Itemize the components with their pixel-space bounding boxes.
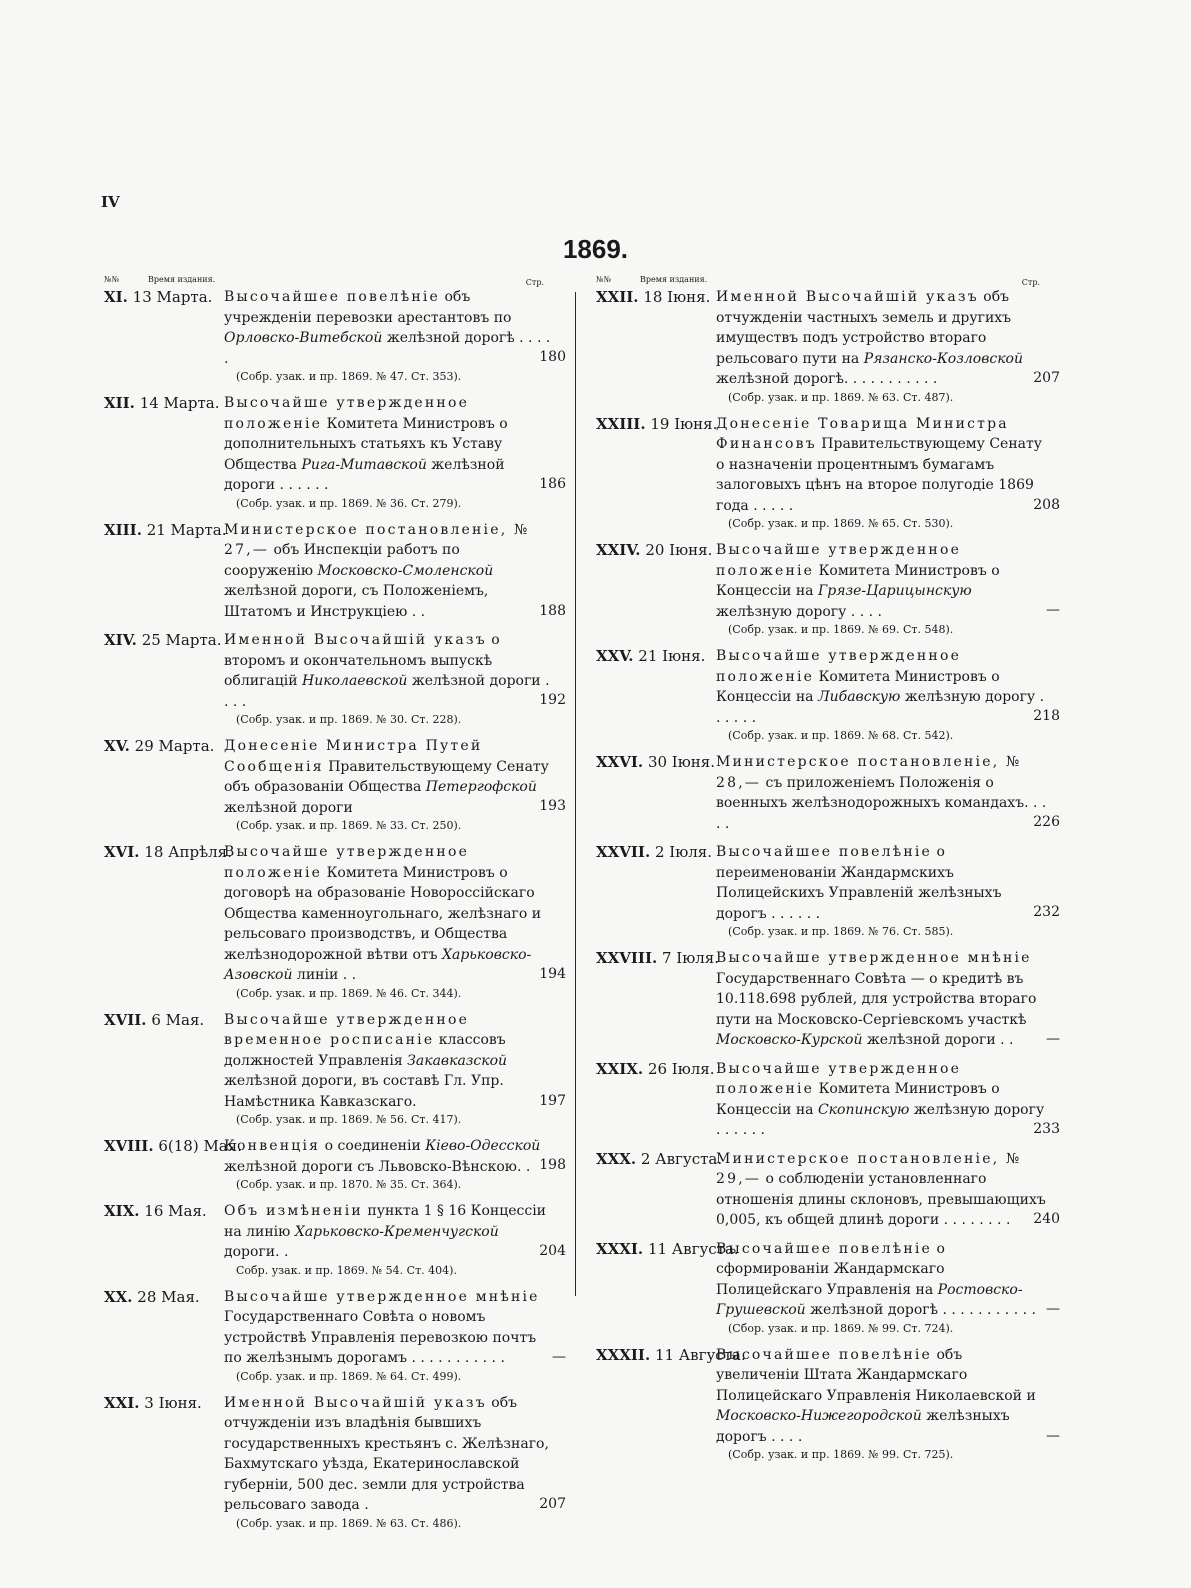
header-date: Время издания. [148,275,216,284]
entry-source: (Собр. узак. и пр. 1869. № 36. Ст. 279). [236,496,462,510]
entry-source: (Собр. узак. и пр. 1870. № 35. Ст. 364). [236,1178,462,1191]
entry-head [104,736,222,757]
list-item [104,520,566,623]
header-num: №№ [104,275,120,284]
entry-lead: Высочайше утвержденное положеніе [224,844,470,881]
entry-body: о переименованіи Жандармскихъ Полицейскихъ Управленій желѣзныхъ дорогъ [716,844,1002,922]
entry-date: 19 Іюня. [650,414,718,433]
entry-tail: желѣзной дороги . . . . . . [224,456,505,493]
entry-head [104,287,222,308]
entry-text [716,752,1048,834]
entry-tail: желѣзной дороги . . [866,1032,1014,1048]
entry-page: 233 [1033,1120,1060,1137]
entry-source: (Собр. узак. и пр. 1869. № 47. Ст. 353). [236,370,462,383]
entry-page: — [1046,1300,1060,1317]
entry-head [596,1149,723,1170]
entry-date: 28 Мая. [137,1287,200,1306]
entry-tail: желѣзную дорогу . . . . . . [716,689,1045,726]
entry-source: Собр. узак. и пр. 1869. № 54. Ст. 404). [236,1263,457,1277]
entry-source: (Собр. узак. и пр. 1869. № 63. Ст. 486). [236,1516,462,1530]
entry-head [596,540,714,561]
entry-lead: Высочайшее повелѣніе [716,1346,933,1363]
entry-text [224,1136,552,1177]
entry-date: 7 Іюля. [661,949,720,967]
entry-page: 193 [539,798,566,814]
entry-date: 14 Марта. [139,394,220,412]
entry-tail: . [364,1497,369,1513]
entry-text [224,393,552,496]
entry-tail: дороги. . [224,1244,289,1260]
entry-date: 21 Марта. [146,520,227,539]
entry-text [716,1239,1048,1321]
entry-body: о второмъ и окончательномъ выпускѣ облигацій [224,632,500,689]
entry-tail: . . . . . [753,497,794,514]
entry-body: Государственнаго Совѣта о новомъ устройствѣ Управленія перевозкою почтъ по желѣзнымъ дорогамъ [224,1309,537,1366]
entry-number: XXV. [596,647,634,665]
entry-page: 207 [539,1495,566,1512]
entry-number: XXVII. [596,843,651,861]
entry-source: (Собр. узак. и пр. 1869. № 56. Ст. 417). [236,1113,462,1126]
entry-page: 180 [539,349,566,365]
entry-tail: желѣзной дороги съ Львовско-Вѣнскою. . [224,1158,531,1175]
entry-body: пункта 1 § 16 Концессіи на линію [224,1203,547,1240]
entry-head [596,948,720,969]
entry-railway: Московско-Нижегородской [716,1408,922,1424]
header-page: Стр. [525,278,544,287]
header-num: №№ [596,275,612,284]
entry-body: о соблюденіи установленнаго отношенія длины склоновъ, превышающихъ 0,005, къ общей длинѣ дороги [716,1171,1046,1228]
header-date: Время издания. [640,275,708,284]
entry-body: классовъ должностей Управленія [224,1032,506,1069]
entry-text [224,287,552,369]
entry-text [716,540,1048,622]
entry-page: 240 [1033,1210,1060,1227]
entry-page: 207 [1033,370,1060,386]
header-page: Стр. [1021,278,1040,287]
entry-head [596,1239,739,1260]
entry-number: XIV. [104,631,137,649]
entry-text [716,842,1048,924]
entry-head [104,393,222,414]
list-item [104,630,566,728]
column-divider [575,292,576,1296]
entry-date: 30 Іюня. [647,753,716,771]
entry-number: XVIII. [104,1137,154,1155]
entry-railway: Орловско-Витебской [224,330,383,346]
list-item [596,1149,1060,1231]
entry-source: (Собр. узак. и пр. 1869. № 64. Ст. 499). [236,1369,462,1383]
list-item [104,1201,566,1279]
entry-text [224,1287,552,1369]
entry-source: (Собр. узак. и пр. 1869. № 46. Ст. 344). [236,986,462,1000]
entry-tail: желѣзной дорогѣ. . . . . . . . . . . [716,371,938,387]
entry-body: Комитета Министровъ о договорѣ на образованіе Новороссійскаго Общества каменноугольнаго, желѣзнаго и рельсоваго производствъ, и Общества желѣзнодорожной вѣтви отъ [224,864,542,963]
entry-page: 186 [539,476,566,492]
list-item [596,1345,1060,1464]
entry-number: XXIX. [596,1059,644,1078]
entry-tail: . . . . . . . . [943,1212,1011,1228]
entry-head [104,842,232,863]
entry-railway: Рига-Митавской [301,456,427,473]
entry-number: XIX. [104,1202,140,1220]
entry-tail: . . . . . . [771,905,821,922]
entry-head [596,287,714,308]
list-item [104,393,566,512]
list-item [104,287,566,385]
entry-source: (Собр. узак. и пр. 1869. № 99. Ст. 725). [728,1448,954,1461]
entry-number: XV. [104,737,130,755]
entry-source: (Сбор. узак. и пр. 1869. № 99. Ст. 724). [728,1321,954,1335]
entry-railway: Скопинскую [817,1101,910,1118]
entry-source: (Собр. узак. и пр. 1869. № 63. Ст. 487). [728,390,954,404]
page-title: 1869. [562,234,629,264]
entry-source: (Собр. узак. и пр. 1869. № 76. Ст. 585). [728,925,954,938]
entry-number: XXVI. [596,753,644,771]
page-number: IV [101,193,120,211]
entry-head [104,1136,242,1157]
list-item [104,1010,566,1129]
entry-source: (Собр. узак. и пр. 1869. № 68. Ст. 542). [728,729,954,742]
entry-date: 29 Марта. [134,737,215,755]
entry-date: 3 Іюня. [144,1393,202,1412]
entry-number: XXXI. [596,1239,644,1258]
entry-lead: Высочайше утвержденное положеніе [716,648,962,685]
entry-text [224,520,552,623]
column-header [104,273,556,287]
entry-railway: Грязе-Царицынскую [817,583,972,599]
list-item [104,842,566,1002]
entry-text [224,1010,552,1113]
entry-head [104,1287,222,1308]
entry-lead: Конвенція [224,1138,321,1154]
entry-lead: Министерское постановленіе, № 29,— [716,1150,1022,1187]
entry-source: (Собр. узак. и пр. 1869. № 30. Ст. 228). [236,713,462,726]
entry-text [224,736,552,818]
entry-date: 21 Іюня. [638,647,706,665]
entry-number: XIII. [104,520,142,539]
entry-lead: Высочайше утвержденное мнѣніе [716,950,1032,966]
entry-date: 2 Іюля. [654,843,713,861]
entry-body: Комитета Министровъ о Концессіи на [716,668,1000,705]
list-item [596,540,1060,638]
entry-date: 6(18) Мая. [158,1137,242,1155]
entry-lead: Высочайше утвержденное положеніе [224,395,470,432]
entry-body: объ Инспекціи работъ по сооруженію [224,542,460,579]
list-item [596,752,1060,834]
entry-tail: желѣзной дороги, въ составѣ Гл. Упр. Намѣстника Кавказскаго. [224,1073,504,1110]
entry-railway: Кіево-Одесской [425,1138,541,1154]
entry-date: 6 Мая. [151,1010,205,1029]
entry-tail: желѣзной дорогѣ . . . . . . . . . . . [810,1302,1036,1318]
entry-railway: Либавскую [817,689,901,705]
entry-text [716,948,1048,1051]
list-item [596,287,1060,406]
entry-source: (Собр. узак. и пр. 1869. № 65. Ст. 530). [728,517,954,530]
entry-date: 18 Апрѣля. [144,843,232,861]
entry-number: XVII. [104,1010,147,1029]
entry-date: 26 Іюля. [647,1059,715,1078]
entry-lead: Министерское постановленіе, № 28,— [716,754,1022,791]
entry-number: XXVIII. [596,949,658,967]
entry-lead: Именной Высочайшій указъ [716,289,979,305]
list-item [596,414,1060,533]
list-item [596,842,1060,940]
entry-number: XXIV. [596,541,641,559]
entry-head [104,1393,222,1414]
entry-lead: Высочайшее повелѣніе [716,1240,933,1257]
entry-tail: желѣзную дорогу . . . . [716,603,882,620]
entry-tail: желѣзныхъ дорогъ . . . . [716,1408,1010,1445]
entry-body: объ увеличеніи Штата Жандармскаго Полицейскаго Управленія Николаевской и [716,1346,1036,1404]
entry-text [224,1393,552,1516]
entry-railway: Московско-Смоленской [317,562,494,579]
entry-text [716,646,1048,728]
list-item [596,948,1060,1051]
column-header [596,273,1052,287]
entry-railway: Закавказской [407,1052,508,1069]
entry-lead: Высочайше утвержденное мнѣніе [224,1288,540,1305]
entry-lead: Донесеніе Товарища Министра Финансовъ [716,415,1009,452]
entry-head [596,646,714,667]
entry-lead: Именной Высочайшій указъ [224,1394,487,1411]
entry-head [596,842,714,863]
entry-source: (Собр. узак. и пр. 1869. № 69. Ст. 548). [728,623,954,636]
entry-head [596,752,714,773]
list-item [104,1287,566,1385]
entry-date: 25 Марта. [141,631,222,649]
list-item [596,1059,1060,1141]
list-item [104,736,566,834]
entry-head [596,1345,746,1366]
entry-text [716,1149,1048,1231]
entry-lead: Именной Высочайшій указъ [224,632,487,648]
entry-body: объ отчужденіи частныхъ земель и другихъ имуществъ подъ устройство втораго рельсоваго пути на [716,289,1012,367]
entry-number: XXX. [596,1149,637,1168]
entry-text [224,1201,552,1263]
entry-number: XI. [104,288,128,306]
entry-tail: . . . . . . . . . . . [411,1350,505,1366]
entry-head [104,1010,222,1031]
entry-head [596,414,718,435]
entry-number: XXII. [596,288,639,306]
entry-page: 197 [539,1092,566,1109]
entry-text [716,1345,1048,1448]
entry-tail: желѣзной дороги, съ Положеніемъ, Штатомъ и Инструкціею . . [224,583,489,620]
entry-body: о соединеніи [324,1138,421,1154]
entry-railway: Рязанско-Козловской [863,350,1023,367]
entry-page: 188 [539,602,566,619]
entry-lead: Высочайше утвержденное положеніе [716,542,962,579]
entry-tail: желѣзную дорогу . . . . . . [716,1101,1045,1138]
entry-head [104,520,227,541]
entry-text [716,287,1048,390]
entry-page: — [1046,1427,1060,1444]
entry-head [104,1201,222,1222]
entry-number: XXI. [104,1393,140,1412]
entry-body: Правительствующему Сенату о назначеніи процентнымъ бумагамъ залоговыхъ цѣнъ на второе полугодіе 1869 года [716,436,1042,514]
entry-page: 198 [539,1157,566,1173]
entry-page: 192 [539,692,566,708]
entry-page: 226 [1033,814,1060,830]
entry-railway: Московско-Курской [716,1032,863,1048]
entry-body: объ учрежденіи перевозки арестантовъ по [224,289,512,326]
entry-tail: . . . . [716,795,1047,832]
entry-railway: Харьковско-Азовской [224,946,532,983]
entry-lead: Высочайшее повелѣніе [224,289,441,305]
right-entries [596,287,1060,1463]
left-entries [104,287,566,1532]
entry-text [224,842,552,986]
entry-lead: Донесеніе Министра Путей Сообщенія [224,738,483,775]
entry-body: Государственнаго Совѣта — о кредитѣ въ 10.118.698 рублей, для устройства втораго пути на Московско-Сергіевскомъ участкѣ [716,970,1037,1028]
entry-page: 204 [539,1243,566,1259]
entry-page: 232 [1033,904,1060,920]
entry-head [104,630,222,651]
entry-date: 2 Августа. [640,1149,723,1168]
entry-text [224,630,552,712]
entry-date: 16 Мая. [144,1202,207,1220]
entry-body: съ приложеніемъ Положенія о военныхъ желѣзнодорожныхъ командахъ. [716,774,1029,811]
list-item [104,1393,566,1532]
entry-lead: Министерское постановленіе, № 27,— [224,521,530,558]
entry-body: Комитета Министровъ о дополнительныхъ статьяхъ къ Уставу Общества [224,415,508,473]
entry-date: 11 Августа. [654,1345,746,1364]
entry-date: 11 Августа. [647,1239,739,1258]
list-item [596,1239,1060,1337]
entry-page: — [1046,1031,1060,1047]
entry-page: — [552,1348,566,1365]
entry-text [716,414,1048,517]
entry-body: о сформированіи Жандармскаго Полицейскаго Управленія на [716,1240,945,1298]
entry-page: 194 [539,966,566,982]
entry-number: XXXII. [596,1345,651,1364]
entry-number: XXIII. [596,414,646,433]
right-column [596,273,1060,1471]
entry-head [596,1059,714,1080]
entry-body: Комитета Министровъ о Концессіи на [716,562,1000,599]
entry-body: Правительствующему Сенату объ образованіи Общества [224,758,549,795]
entry-date: 13 Марта. [132,288,213,306]
entry-page: — [1046,602,1060,618]
list-item [104,1136,566,1193]
entry-number: XVI. [104,843,140,861]
list-item [596,646,1060,744]
entry-railway: Петергофской [425,779,537,795]
left-column [104,273,566,1540]
entry-lead: Высочайше утвержденное положеніе [716,1060,962,1097]
entry-text [716,1059,1048,1141]
entry-tail: линіи . . [296,967,357,983]
entry-source: (Собр. узак. и пр. 1869. № 33. Ст. 250). [236,819,462,832]
entry-lead: Объ измѣненіи [224,1203,363,1219]
entry-railway: Харьковско-Кременчугской [294,1223,499,1240]
entry-tail: желѣзной дороги [224,799,353,816]
entry-body: объ отчужденіи изъ владѣнія бывшихъ государственныхъ крестьянъ с. Желѣзнаго, Бахмутскаго уѣзда, Екатеринославской губерніи, 500 дес. земли для устройства рельсоваго завода [224,1394,549,1513]
entry-body: Комитета Министровъ о Концессіи на [716,1081,1000,1118]
entry-number: XX. [104,1287,133,1306]
entry-tail: желѣзной дорогѣ . . . . . [224,330,551,367]
entry-date: 18 Іюня. [643,288,711,306]
entry-number: XII. [104,394,135,412]
entry-lead: Высочайшее повелѣніе [716,844,933,860]
entry-page: 208 [1033,496,1060,513]
entry-date: 20 Іюня. [645,541,713,559]
entry-page: 218 [1033,708,1060,724]
entry-tail: желѣзной дороги . . . . [224,673,550,710]
entry-railway: Николаевской [302,673,408,689]
entry-railway: Ростовско-Грушевской [716,1281,1023,1318]
entry-lead: Высочайше утвержденное временное росписаніе [224,1011,470,1048]
